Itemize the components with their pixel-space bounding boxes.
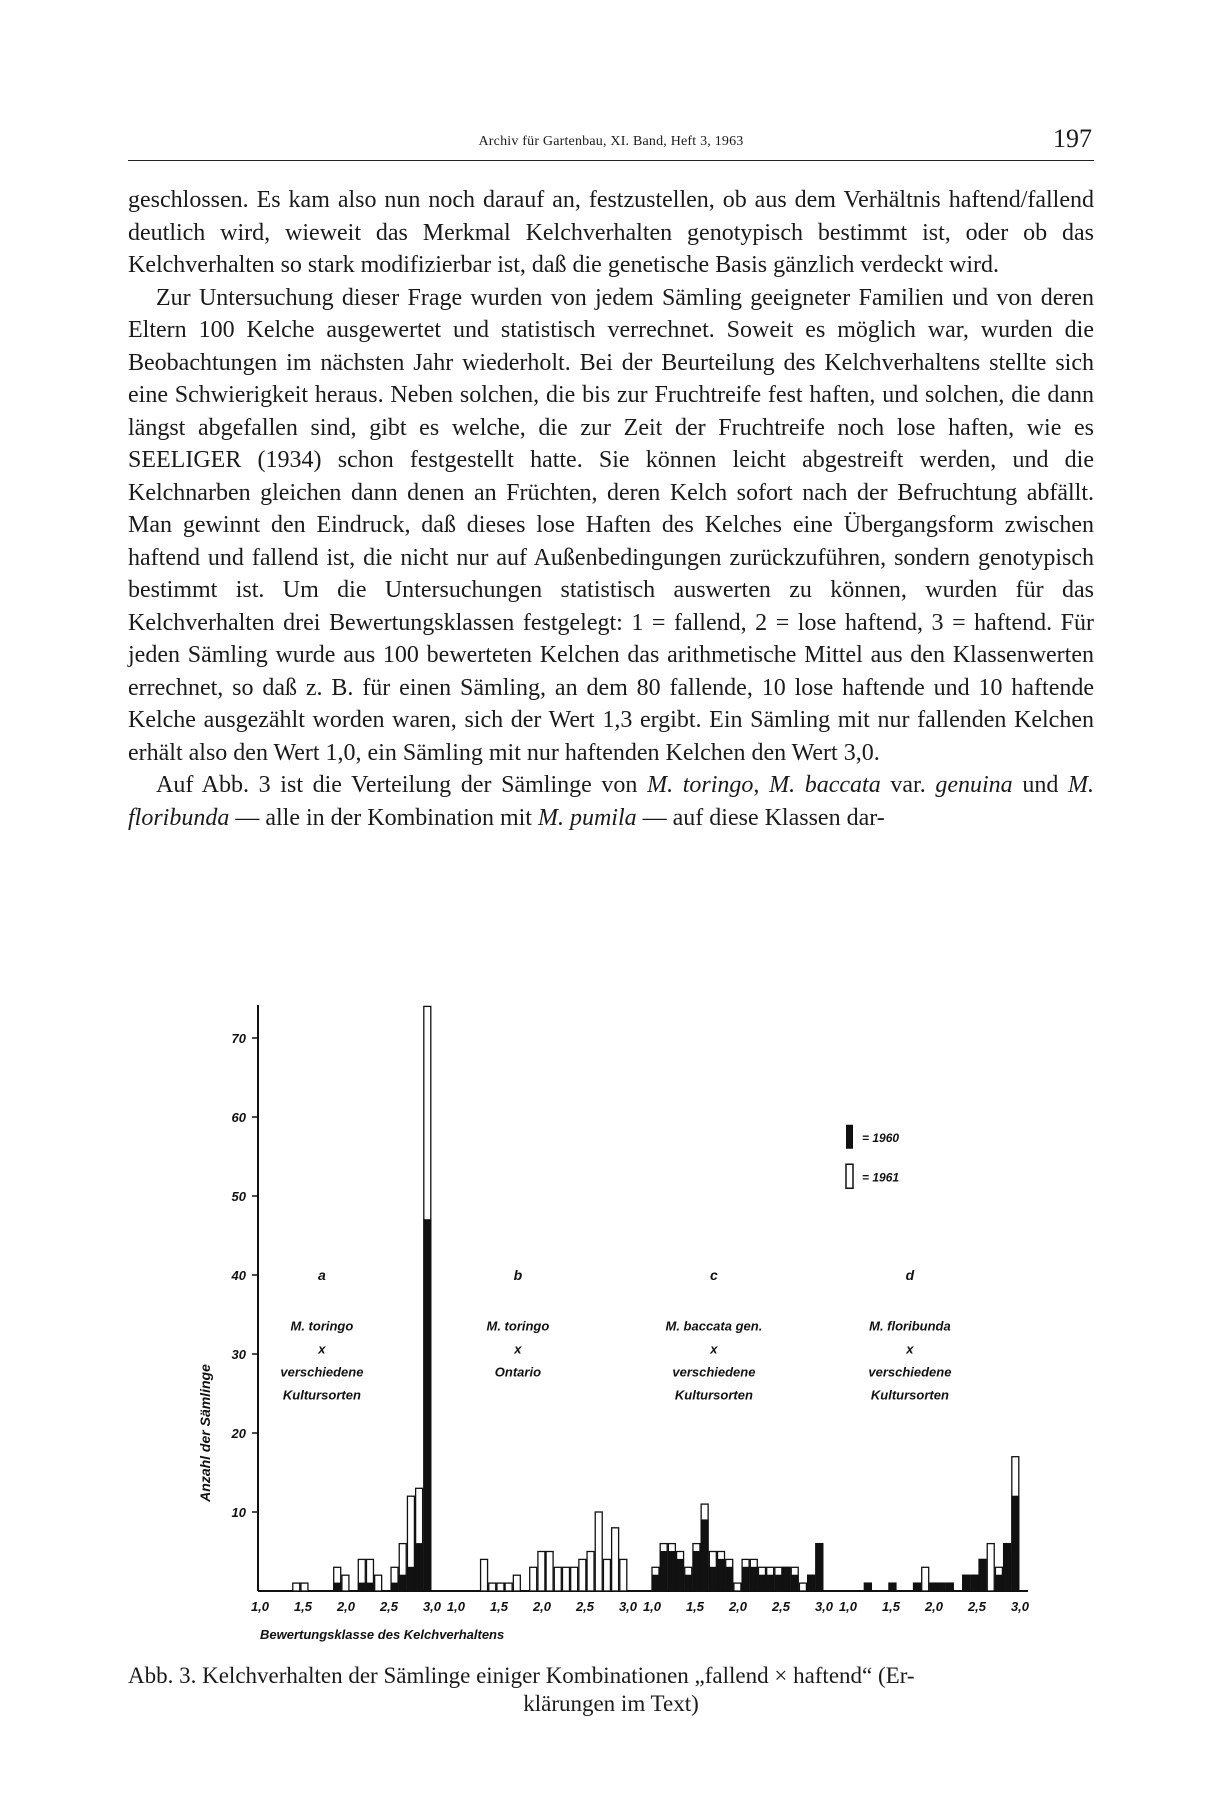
y-tick-label-70: 70: [231, 1031, 246, 1046]
species-m-baccata: M. baccata: [769, 772, 881, 798]
bar-c-1960-9: [726, 1567, 733, 1591]
bar-a-1961-14: [375, 1575, 382, 1591]
x-tick-label-d-1: 1,5: [881, 1599, 901, 1614]
legend-label-1960: = 1960: [862, 1130, 900, 1145]
x-axis-label: Bewertungsklasse des Kelchverhaltens: [260, 1627, 505, 1642]
panel-label-d-line-3: Kultursorten: [870, 1387, 949, 1403]
bar-chart: [180, 995, 1030, 1660]
x-tick-label-d-4: 3,0: [1010, 1599, 1030, 1614]
bar-b-1961-5: [497, 1583, 504, 1591]
variety-genuina: genuina: [935, 772, 1013, 798]
bar-b-1961-6: [505, 1583, 512, 1591]
bar-b-1961-3: [481, 1559, 488, 1591]
legend-swatch-1961: [846, 1164, 853, 1188]
p3-text-e: — alle in der Kombination mit: [229, 804, 538, 831]
figure-caption: [128, 1662, 1094, 1718]
bar-d-1961-9: [922, 1567, 929, 1591]
bar-b-1961-15: [579, 1559, 586, 1591]
bar-d-1960-8: [914, 1583, 921, 1591]
panel-label-a-line-0: M. toringo: [290, 1318, 354, 1334]
bar-c-1960-12: [750, 1567, 757, 1591]
bar-d-1960-18: [995, 1575, 1002, 1591]
bar-c-1960-1: [660, 1552, 667, 1592]
x-tick-label-d-0: 1,0: [838, 1599, 858, 1614]
bar-a-1961-4: [293, 1583, 300, 1591]
legend-label-1961: = 1961: [862, 1170, 900, 1185]
bar-d-1960-12: [946, 1583, 953, 1591]
legend-swatch-1960: [846, 1125, 853, 1149]
bar-d-1960-10: [930, 1583, 937, 1591]
bar-b-1961-17: [595, 1512, 602, 1591]
bar-a-1960-18: [407, 1567, 414, 1591]
x-tick-label-c-2: 2,0: [728, 1599, 748, 1614]
x-tick-label-c-4: 3,0: [814, 1599, 834, 1614]
caption-line-2: klärungen im Text): [523, 1691, 699, 1716]
bar-d-1960-2: [864, 1583, 871, 1591]
panel-label-a-line-2: verschiedene: [280, 1364, 364, 1380]
bar-b-1961-4: [489, 1583, 496, 1591]
bar-c-1960-8: [718, 1559, 725, 1591]
bar-b-1961-18: [603, 1559, 610, 1591]
running-header: [128, 124, 1094, 161]
panel-label-c-line-3: Kultursorten: [674, 1387, 753, 1403]
x-tick-label-a-0: 1,0: [250, 1599, 270, 1614]
x-tick-label-c-1: 1,5: [685, 1599, 705, 1614]
panel-label-c-line-2: verschiedene: [672, 1364, 756, 1380]
bar-b-1961-12: [554, 1567, 561, 1591]
panel-letter-a: a: [318, 1267, 326, 1283]
x-tick-label-c-3: 2,5: [771, 1599, 791, 1614]
bar-c-1960-17: [791, 1575, 798, 1591]
bar-c-1960-15: [775, 1575, 782, 1591]
p3-text-f: — auf diese Klassen dar-: [636, 804, 885, 831]
paragraph-1: geschlossen. Es kam also nun noch darauf an, festzustellen, ob aus dem Verhältnis haftend/fallend deutlich wird, wieweit das Merkmal Kelchverhalten genotypisch bestimmt ist, oder ob das Kelchverhalten so stark modifizierbar ist, daß die genetische Basis gänzlich verdeckt wird.: [128, 187, 1094, 278]
bar-d-1960-16: [979, 1559, 986, 1591]
panel-label-c-line-0: M. baccata gen.: [665, 1318, 763, 1334]
bar-b-1961-13: [562, 1567, 569, 1591]
bar-a-1960-12: [358, 1583, 365, 1591]
figure-abb-3: [180, 995, 1030, 1660]
bar-a-1960-9: [334, 1583, 341, 1591]
bar-c-1960-3: [677, 1559, 684, 1591]
bar-a-1961-10: [342, 1575, 349, 1591]
x-tick-label-b-1: 1,5: [489, 1599, 509, 1614]
bar-c-1960-14: [767, 1575, 774, 1591]
bar-c-1961-18: [799, 1583, 806, 1591]
bar-b-1961-11: [546, 1552, 553, 1592]
y-tick-label-20: 20: [231, 1426, 246, 1441]
bar-c-1960-2: [668, 1552, 675, 1592]
bar-c-1960-6: [701, 1520, 708, 1591]
y-tick-label-60: 60: [231, 1110, 246, 1125]
panel-label-b-line-2: Ontario: [494, 1364, 542, 1380]
p3-text-d: und: [1012, 772, 1069, 798]
panel-label-b-line-1: x: [514, 1341, 522, 1357]
bar-b-1961-19: [612, 1528, 619, 1591]
bar-d-1960-14: [963, 1575, 970, 1591]
x-tick-label-b-2: 2,0: [532, 1599, 552, 1614]
page-number: 197: [1053, 124, 1092, 153]
bar-b-1961-20: [620, 1559, 627, 1591]
bar-c-1960-0: [652, 1575, 659, 1591]
bar-b-1961-16: [587, 1552, 594, 1592]
panel-label-d-line-1: x: [906, 1341, 914, 1357]
panel-letter-d: d: [905, 1267, 915, 1283]
bar-d-1960-5: [889, 1583, 896, 1591]
paragraph-2: Zur Untersuchung dieser Frage wurden von jedem Sämling geeigneter Familien und von deren Eltern 100 Kelche ausgewertet und statistisch verrechnet. Soweit es möglich war, wurden die Beobachtungen im nächsten Jahr wiederholt. Bei der Beurteilung des Kelchverhaltens stellte sich eine Schwierigkeit heraus. Neben solchen, die bis zur Fruchtreife fest haften, und solchen, die dann längst abgefallen sind, gibt es welche, die zur Zeit der Fruchtreife noch lose haften, wie es SEELIGER (1934) schon festgestellt hatte. Sie können leicht abgestreift werden, und die Kelchnarben gleichen dann denen an Früchten, deren Kelch sofort nach der Befruchtung abfällt. Man gewinnt den Eindruck, daß dieses lose Haften des Kelches eine Übergangsform zwischen haftend und fallend ist, die nicht nur auf Außenbedingungen zurückzuführen, sondern genotypisch bestimmt ist. Um die Untersuchungen statistisch auswerten zu können, wurden für das Kelchverhalten drei Bewertungsklassen festgelegt: 1 = fallend, 2 = lose haftend, 3 = haftend. Für jeden Sämling wurde aus 100 bewerteten Kelchen das arithmetische Mittel aus den Klassenwerten errechnet, so daß z. B. für einen Sämling, an dem 80 fallende, 10 lose haftende und 10 haftende Kelche ausgezählt worden waren, sich der Wert 1,3 ergibt. Ein Sämling mit nur fallenden Kelchen erhält also den Wert 1,0, ein Sämling mit nur haftenden Kelchen den Wert 3,0.: [128, 284, 1094, 766]
bar-a-1960-17: [399, 1575, 406, 1591]
bar-c-1961-10: [734, 1583, 741, 1591]
p3-text-b: ,: [753, 772, 770, 798]
x-tick-label-a-3: 2,5: [379, 1599, 399, 1614]
x-tick-label-c-0: 1,0: [642, 1599, 662, 1614]
y-axis-label: Anzahl der Sämlinge: [197, 1364, 213, 1502]
paragraph-3: [128, 769, 1094, 834]
bar-a-1960-19: [416, 1544, 423, 1591]
bar-d-1960-15: [971, 1575, 978, 1591]
panel-label-b-line-0: M. toringo: [486, 1318, 550, 1334]
bar-b-1961-7: [513, 1575, 520, 1591]
y-tick-label-10: 10: [231, 1505, 246, 1520]
x-tick-label-d-3: 2,5: [967, 1599, 987, 1614]
journal-reference: Archiv für Gartenbau, XI. Band, Heft 3, 1963: [478, 134, 744, 149]
x-tick-label-b-4: 3,0: [618, 1599, 638, 1614]
bar-c-1960-16: [783, 1567, 790, 1591]
panel-letter-c: c: [710, 1267, 718, 1283]
bar-b-1961-14: [571, 1567, 578, 1591]
bar-c-1960-5: [693, 1552, 700, 1592]
bar-d-1961-17: [987, 1544, 994, 1591]
bar-a-1961-5: [301, 1583, 308, 1591]
bar-c-1960-20: [816, 1544, 823, 1591]
species-m-pumila: M. pumila: [537, 804, 637, 831]
bar-d-1960-19: [1004, 1544, 1011, 1591]
panel-label-c-line-1: x: [710, 1341, 718, 1357]
bar-c-1960-7: [709, 1567, 716, 1591]
bar-b-1961-9: [530, 1567, 537, 1591]
caption-line-1: Abb. 3. Kelchverhalten der Sämlinge einiger Kombinationen „fallend × haftend“ (Er-: [128, 1663, 915, 1688]
x-tick-label-a-2: 2,0: [336, 1599, 356, 1614]
bar-c-1960-13: [758, 1575, 765, 1591]
panel-label-a-line-3: Kultursorten: [282, 1387, 361, 1403]
p3-text-a: Auf Abb. 3 ist die Verteilung der Sämlinge von: [156, 772, 648, 798]
bar-c-1960-19: [808, 1575, 815, 1591]
y-tick-label-50: 50: [231, 1189, 246, 1204]
y-tick-label-40: 40: [231, 1268, 246, 1283]
panel-label-a-line-1: x: [318, 1341, 326, 1357]
bar-c-1960-4: [685, 1575, 692, 1591]
p3-text-c: var.: [880, 772, 936, 798]
bar-a-1960-13: [366, 1583, 373, 1591]
panel-label-d-line-2: verschiedene: [868, 1364, 952, 1380]
bar-a-1960-16: [391, 1583, 398, 1591]
panel-label-d-line-0: M. floribunda: [869, 1318, 951, 1334]
bar-a-1960-20: [424, 1220, 431, 1591]
y-tick-label-30: 30: [231, 1347, 246, 1362]
species-m-toringo: M. toringo: [647, 772, 754, 798]
bar-d-1960-11: [938, 1583, 945, 1591]
panel-letter-b: b: [513, 1267, 523, 1283]
bar-c-1960-11: [742, 1567, 749, 1591]
x-tick-label-a-1: 1,5: [293, 1599, 313, 1614]
species-m-floribunda: M. floribunda: [128, 772, 1095, 831]
bar-d-1960-20: [1012, 1496, 1019, 1591]
x-tick-label-d-2: 2,0: [924, 1599, 944, 1614]
body-text: [128, 184, 1094, 834]
x-tick-label-b-3: 2,5: [575, 1599, 595, 1614]
x-tick-label-a-4: 3,0: [422, 1599, 442, 1614]
bar-b-1961-10: [538, 1552, 545, 1592]
x-tick-label-b-0: 1,0: [446, 1599, 466, 1614]
